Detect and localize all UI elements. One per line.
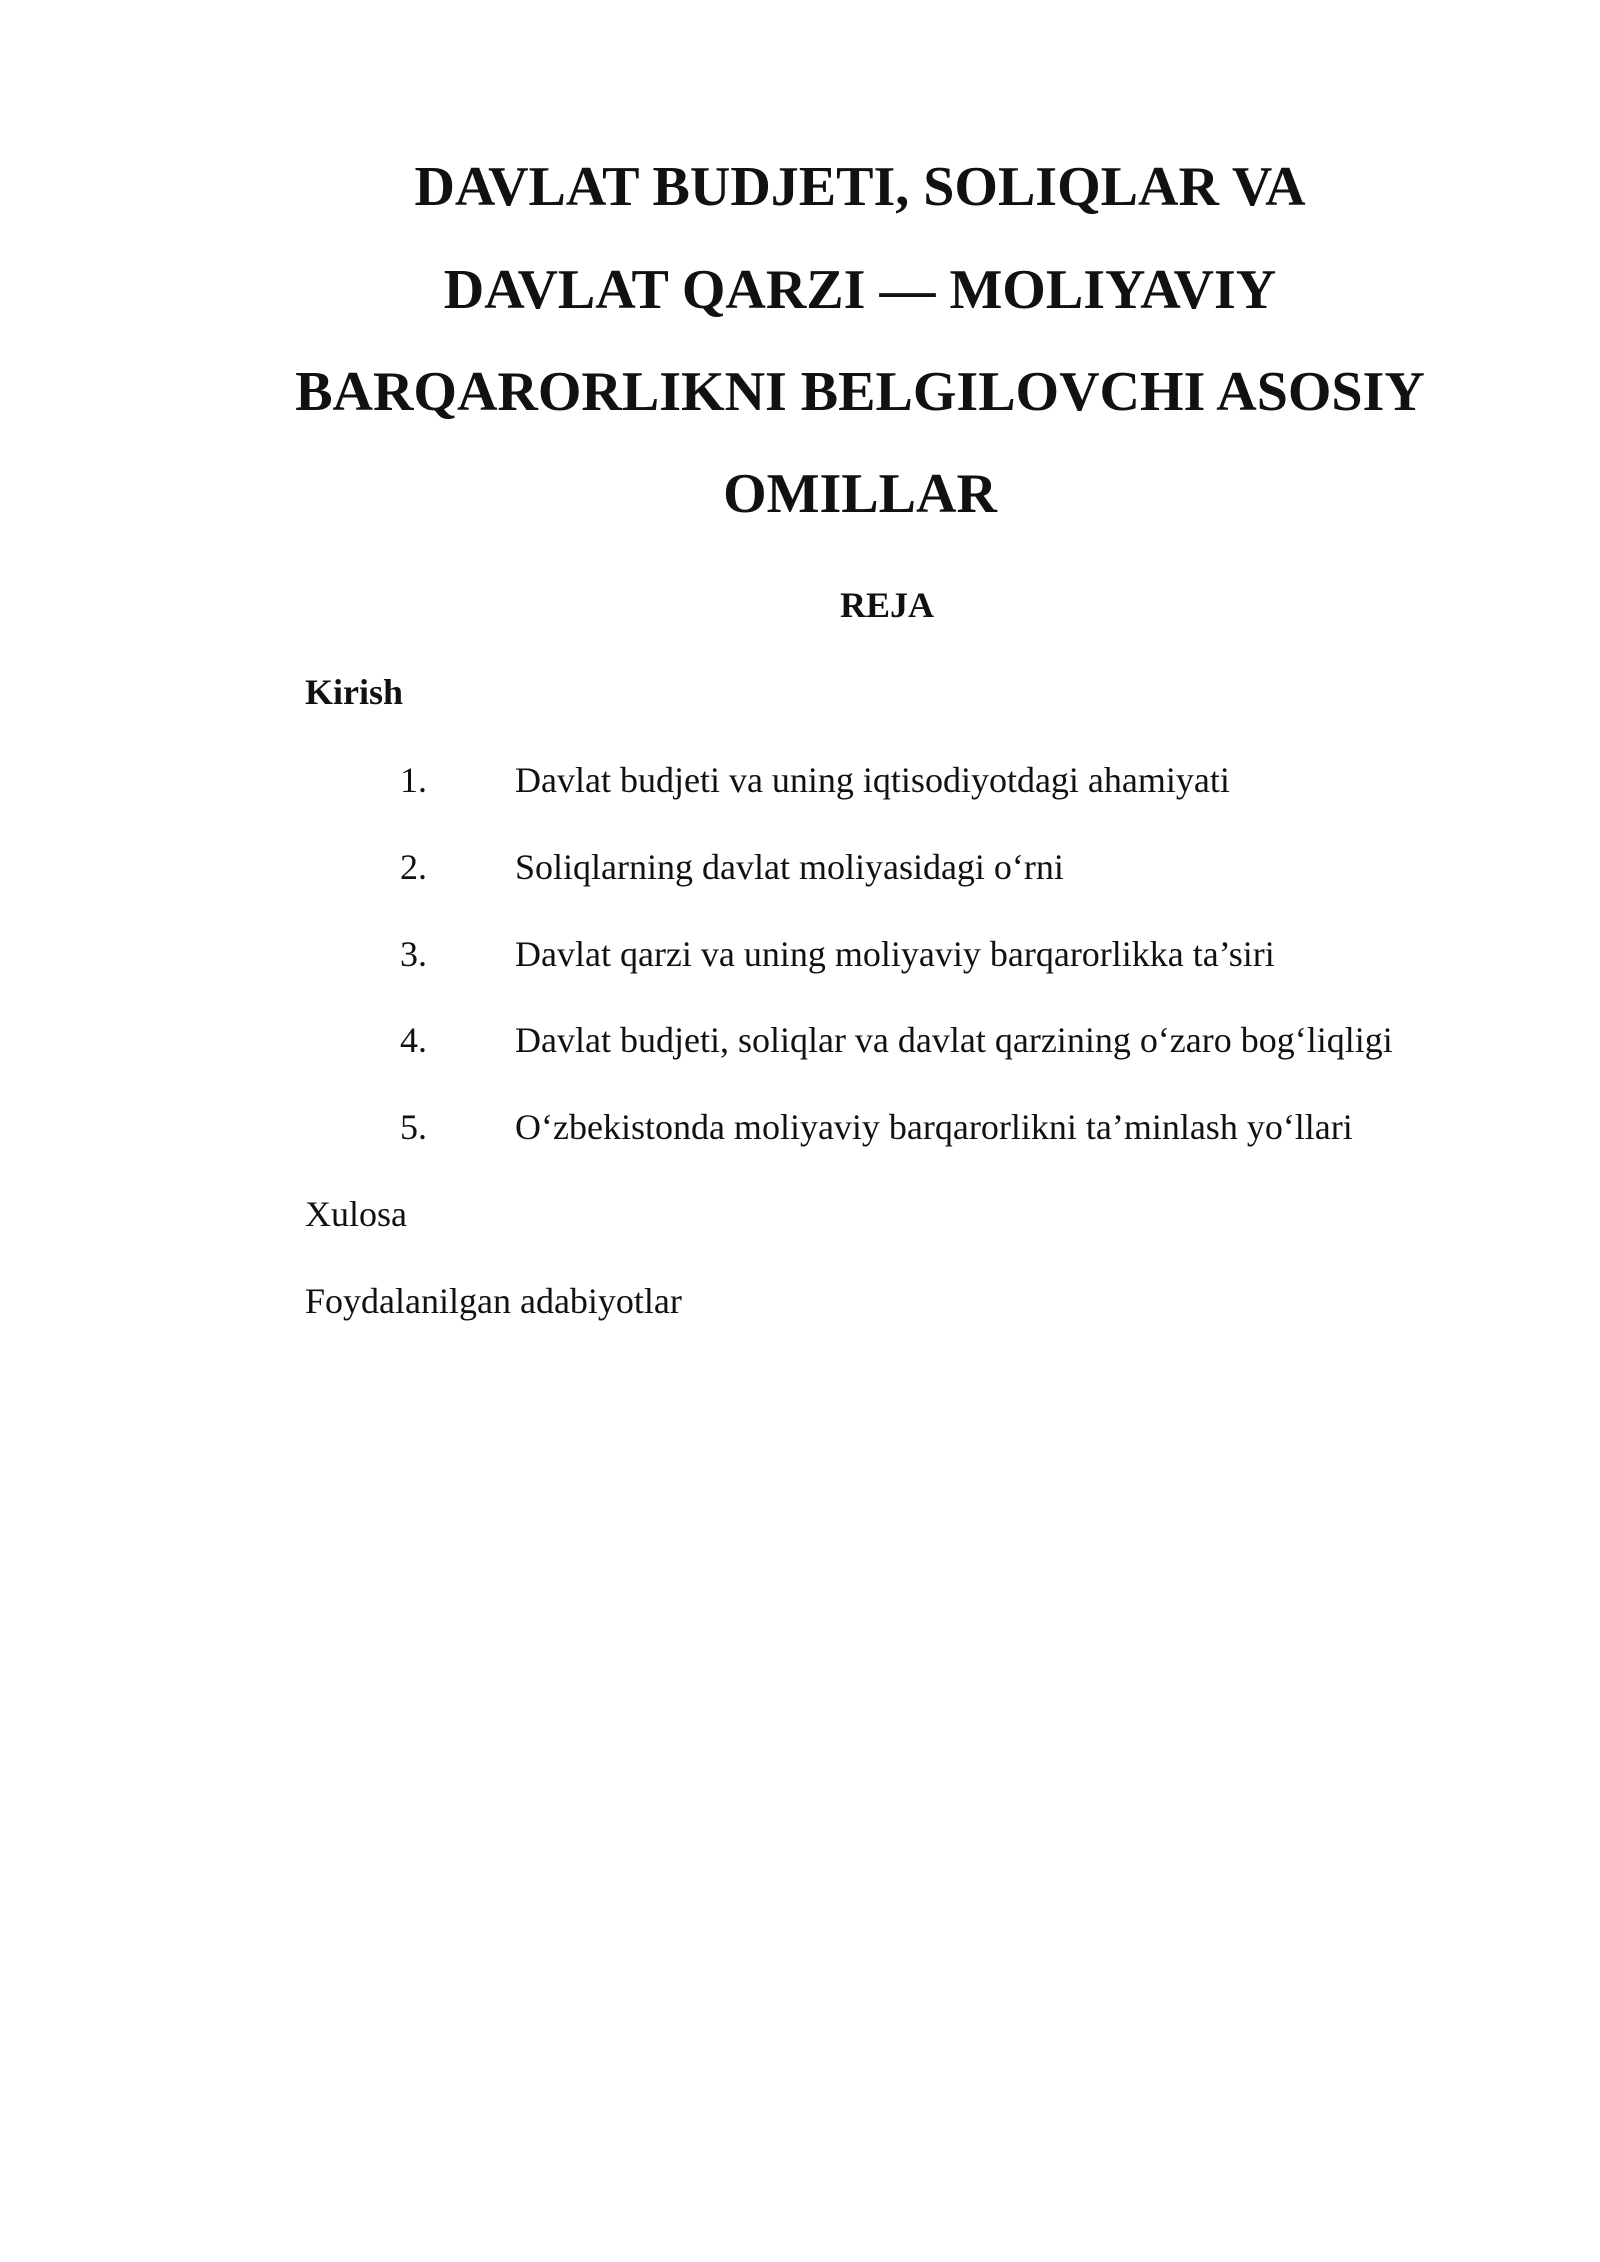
plan-item <box>0 1018 1600 1062</box>
intro-section-label: Kirish <box>305 672 404 712</box>
document-title-line-1: DAVLAT BUDJETI, SOLIQLAR VA <box>414 156 1306 218</box>
plan-item-number: 4. <box>400 1020 427 1060</box>
document-title-line-3: BARQARORLIKNI BELGILOVCHI ASOSIY <box>295 361 1425 423</box>
plan-item <box>0 845 1600 889</box>
references-section-label: Foydalanilgan adabiyotlar <box>305 1281 682 1321</box>
plan-item-text: Soliqlarning davlat moliyasidagi o‘rni <box>515 847 1064 887</box>
document-title-line-4: OMILLAR <box>723 463 997 525</box>
conclusion-section-label: Xulosa <box>305 1194 407 1234</box>
plan-item <box>0 1105 1600 1149</box>
plan-item-text: Davlat budjeti va uning iqtisodiyotdagi ahamiyati <box>515 760 1230 800</box>
plan-item-number: 2. <box>400 847 427 887</box>
plan-item-number: 3. <box>400 934 427 974</box>
plan-item-text: Davlat qarzi va uning moliyaviy barqarorlikka ta’siri <box>515 934 1275 974</box>
plan-item-text: Davlat budjeti, soliqlar va davlat qarzining o‘zaro bog‘liqligi <box>515 1020 1393 1060</box>
document-title-line-2: DAVLAT QARZI — MOLIYAVIY <box>443 259 1277 321</box>
plan-item-text: O‘zbekistonda moliyaviy barqarorlikni ta’minlash yo‘llari <box>515 1107 1353 1147</box>
plan-item <box>0 932 1600 976</box>
plan-item <box>0 758 1600 802</box>
plan-heading: REJA <box>840 585 935 625</box>
plan-item-number: 5. <box>400 1107 427 1147</box>
plan-item-number: 1. <box>400 760 427 800</box>
